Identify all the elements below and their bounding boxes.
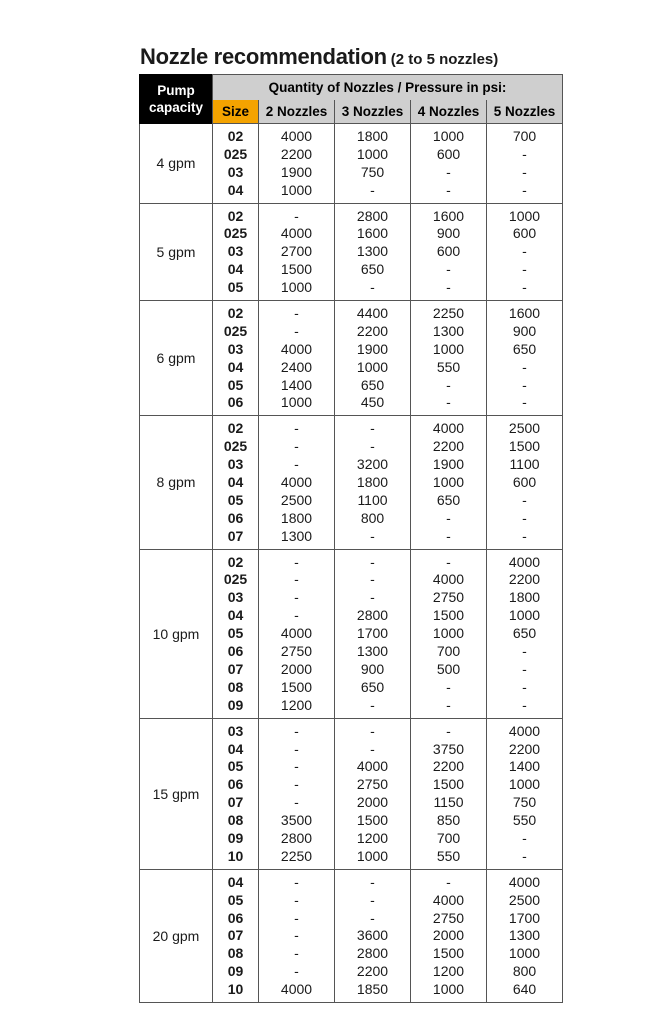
pressure-value: -: [370, 181, 375, 198]
pump-label: Pump: [157, 83, 195, 99]
pressure-value: -: [294, 776, 299, 793]
pressure-value: 4000: [356, 758, 389, 775]
pressure-value: -: [294, 909, 299, 926]
pressure-value: 1100: [357, 491, 388, 508]
nozzles-3-cell: [335, 124, 411, 204]
nozzle-size-value: 08: [227, 812, 244, 829]
pressure-value: 1900: [432, 456, 465, 473]
pressure-value: -: [522, 509, 527, 526]
pressure-value: 1800: [356, 128, 389, 144]
pressure-value: 3200: [356, 456, 389, 473]
nozzle-size-value: 03: [227, 340, 244, 357]
nozzle-size-value: 07: [227, 527, 244, 544]
pressure-value: 2800: [356, 945, 389, 962]
nozzles-2-cell: [259, 124, 335, 204]
pressure-value: -: [522, 181, 527, 198]
pressure-value: 650: [360, 261, 385, 278]
pressure-value: 600: [436, 145, 461, 162]
pressure-value: 4000: [432, 891, 465, 908]
pressure-value: -: [294, 571, 299, 588]
pressure-value: 2200: [432, 758, 465, 775]
nozzle-size-value: 02: [227, 207, 244, 224]
nozzle-size-value: 025: [223, 225, 248, 242]
pressure-value: -: [294, 607, 299, 624]
pressure-value: 4400: [356, 305, 389, 322]
pressure-value: -: [370, 420, 375, 437]
pressure-value: 1700: [356, 625, 389, 642]
table-row: [140, 301, 563, 416]
pressure-value: 1300: [280, 527, 313, 544]
size-cell: [213, 549, 259, 718]
pressure-value: 3750: [432, 740, 465, 757]
table-body: [140, 124, 563, 1003]
nozzle-size-value: 06: [227, 776, 244, 793]
pressure-value: 4000: [508, 722, 541, 739]
pressure-value: -: [370, 553, 375, 570]
pressure-value: -: [522, 678, 527, 695]
pressure-value: 1800: [356, 474, 389, 491]
pressure-value: 640: [512, 981, 537, 998]
quantity-header: Quantity of Nozzles / Pressure in psi:: [213, 75, 563, 101]
pressure-value: 1600: [432, 207, 465, 224]
pressure-value: -: [522, 261, 527, 278]
nozzles-2-cell: [259, 869, 335, 1002]
pump-capacity-cell: 10 gpm: [140, 549, 213, 718]
table-row: [140, 549, 563, 718]
pressure-value: -: [370, 571, 375, 588]
table-row: [140, 203, 563, 300]
pressure-value: 3600: [356, 927, 389, 944]
pressure-value: 1000: [508, 776, 541, 793]
pressure-value: 1000: [432, 625, 465, 642]
nozzle-size-value: 04: [227, 607, 244, 624]
nozzle-size-value: 09: [227, 696, 244, 713]
nozzle-size-value: 10: [227, 847, 244, 864]
pressure-value: 900: [436, 225, 461, 242]
pressure-value: 1000: [280, 394, 313, 411]
pump-capacity-cell: 5 gpm: [140, 203, 213, 300]
pressure-value: -: [446, 163, 451, 180]
nozzles-5-cell: [487, 549, 563, 718]
pressure-value: 1600: [508, 305, 541, 322]
pressure-value: 1600: [356, 225, 389, 242]
nozzles-4-cell: [411, 869, 487, 1002]
nozzle-size-value: 04: [227, 740, 244, 757]
pressure-value: -: [294, 927, 299, 944]
pressure-value: 2250: [280, 847, 313, 864]
pump-capacity-cell: 4 gpm: [140, 124, 213, 204]
nozzles-4-cell: [411, 203, 487, 300]
pressure-value: -: [370, 740, 375, 757]
pressure-value: 550: [436, 358, 461, 375]
pressure-value: 4000: [280, 474, 313, 491]
page-title: [140, 44, 498, 70]
pressure-value: -: [294, 758, 299, 775]
pressure-value: 1300: [432, 322, 465, 339]
nozzle-size-value: 04: [227, 474, 244, 491]
pressure-value: 2400: [280, 358, 313, 375]
pressure-value: 500: [436, 660, 461, 677]
nozzles-5-header: 5 Nozzles: [487, 100, 563, 124]
pressure-value: -: [446, 376, 451, 393]
nozzle-size-value: 06: [227, 909, 244, 926]
pressure-value: -: [446, 181, 451, 198]
pressure-value: 1500: [280, 678, 313, 695]
nozzle-size-value: 07: [227, 660, 244, 677]
pressure-value: 550: [512, 812, 537, 829]
pressure-value: -: [370, 696, 375, 713]
pressure-value: -: [294, 322, 299, 339]
pressure-value: -: [446, 873, 451, 890]
pressure-value: -: [294, 891, 299, 908]
pressure-value: 4000: [280, 981, 313, 998]
pressure-value: 2500: [280, 491, 313, 508]
pressure-value: 1000: [508, 607, 541, 624]
nozzles-2-cell: [259, 718, 335, 869]
pressure-value: 1400: [280, 376, 313, 393]
pressure-value: 900: [360, 660, 385, 677]
pressure-value: -: [370, 891, 375, 908]
nozzle-table: [139, 74, 563, 1003]
pressure-value: -: [294, 873, 299, 890]
pressure-value: 4000: [432, 420, 465, 437]
nozzle-size-value: 04: [227, 358, 244, 375]
pump-capacity-cell: 20 gpm: [140, 869, 213, 1002]
nozzle-size-value: 07: [227, 927, 244, 944]
nozzles-4-header: 4 Nozzles: [411, 100, 487, 124]
pressure-value: -: [446, 261, 451, 278]
pressure-value: -: [522, 696, 527, 713]
pressure-value: 4000: [508, 873, 541, 890]
pressure-value: 1700: [508, 909, 541, 926]
pressure-value: -: [522, 279, 527, 296]
pressure-value: 1500: [432, 945, 465, 962]
pressure-value: 1400: [508, 758, 541, 775]
pressure-value: -: [522, 145, 527, 162]
pressure-value: 600: [436, 243, 461, 260]
pressure-value: -: [370, 873, 375, 890]
pump-capacity-header: [140, 75, 213, 124]
nozzles-2-header: 2 Nozzles: [259, 100, 335, 124]
table-row: [140, 869, 563, 1002]
pressure-value: -: [446, 527, 451, 544]
pressure-value: 650: [512, 340, 537, 357]
pressure-value: 1800: [508, 589, 541, 606]
pressure-value: -: [370, 279, 375, 296]
nozzle-size-value: 025: [223, 322, 248, 339]
pressure-value: 1000: [280, 279, 313, 296]
nozzle-size-value: 03: [227, 722, 244, 739]
pressure-value: 4000: [280, 625, 313, 642]
pressure-value: 700: [436, 829, 461, 846]
size-cell: [213, 301, 259, 416]
pressure-value: 1000: [356, 358, 389, 375]
pressure-value: -: [522, 394, 527, 411]
pressure-value: 2500: [508, 420, 541, 437]
pressure-value: 2800: [356, 607, 389, 624]
nozzle-size-value: 04: [227, 261, 244, 278]
table-row: [140, 718, 563, 869]
pressure-value: -: [294, 589, 299, 606]
size-cell: [213, 203, 259, 300]
pressure-value: -: [294, 740, 299, 757]
nozzles-5-cell: [487, 301, 563, 416]
nozzles-5-cell: [487, 718, 563, 869]
nozzle-size-value: 04: [227, 873, 244, 890]
pressure-value: 1000: [432, 340, 465, 357]
pressure-value: 4000: [280, 340, 313, 357]
pressure-value: -: [370, 527, 375, 544]
nozzles-3-cell: [335, 718, 411, 869]
pressure-value: 2200: [356, 322, 389, 339]
table-row: [140, 416, 563, 549]
nozzle-size-value: 05: [227, 491, 244, 508]
pump-capacity-cell: 6 gpm: [140, 301, 213, 416]
nozzles-5-cell: [487, 869, 563, 1002]
nozzle-size-value: 05: [227, 891, 244, 908]
nozzle-size-value: 02: [227, 305, 244, 322]
nozzle-size-value: 05: [227, 625, 244, 642]
pressure-value: 2200: [508, 571, 541, 588]
pressure-value: 4000: [508, 553, 541, 570]
pressure-value: 1300: [356, 643, 389, 660]
nozzle-size-value: 03: [227, 456, 244, 473]
pressure-value: 600: [512, 225, 537, 242]
nozzle-size-value: 03: [227, 589, 244, 606]
pressure-value: 1900: [280, 163, 313, 180]
pressure-value: 650: [512, 625, 537, 642]
pressure-value: 2200: [280, 145, 313, 162]
nozzle-size-value: 03: [227, 243, 244, 260]
pressure-value: 2200: [432, 438, 465, 455]
pressure-value: -: [294, 305, 299, 322]
pressure-value: -: [522, 829, 527, 846]
size-cell: [213, 718, 259, 869]
pressure-value: -: [446, 696, 451, 713]
pressure-value: 600: [512, 474, 537, 491]
nozzles-2-cell: [259, 416, 335, 549]
nozzle-size-value: 08: [227, 945, 244, 962]
pressure-value: 1100: [509, 456, 540, 473]
nozzles-2-cell: [259, 301, 335, 416]
pressure-value: 2000: [356, 794, 389, 811]
pressure-value: -: [522, 358, 527, 375]
pressure-value: 1500: [356, 812, 389, 829]
nozzle-size-value: 05: [227, 376, 244, 393]
pressure-value: -: [446, 509, 451, 526]
pressure-value: -: [522, 660, 527, 677]
pressure-value: 2800: [356, 207, 389, 224]
pressure-value: 1200: [356, 829, 389, 846]
pressure-value: 800: [512, 963, 537, 980]
pressure-value: -: [294, 553, 299, 570]
pressure-value: 1000: [508, 207, 541, 224]
pressure-value: 1200: [432, 963, 465, 980]
nozzles-4-cell: [411, 124, 487, 204]
nozzle-size-value: 025: [223, 438, 248, 455]
pump-capacity-cell: 8 gpm: [140, 416, 213, 549]
table-row: [140, 124, 563, 204]
pressure-value: 1500: [432, 776, 465, 793]
pressure-value: 1000: [356, 145, 389, 162]
pressure-value: 550: [436, 847, 461, 864]
pressure-value: -: [294, 945, 299, 962]
pressure-value: -: [522, 376, 527, 393]
pressure-value: -: [294, 438, 299, 455]
nozzle-size-value: 10: [227, 981, 244, 998]
nozzles-5-cell: [487, 124, 563, 204]
nozzles-3-cell: [335, 203, 411, 300]
pressure-value: 1500: [508, 438, 541, 455]
nozzles-4-cell: [411, 301, 487, 416]
pressure-value: 1000: [356, 847, 389, 864]
pressure-value: 2200: [356, 963, 389, 980]
nozzle-size-value: 07: [227, 794, 244, 811]
size-cell: [213, 416, 259, 549]
pressure-value: 900: [512, 322, 537, 339]
pressure-value: -: [294, 207, 299, 224]
pressure-value: 1000: [280, 181, 313, 198]
nozzle-size-value: 02: [227, 420, 244, 437]
pressure-value: 2800: [280, 829, 313, 846]
pressure-value: 1150: [433, 794, 464, 811]
nozzle-size-value: 025: [223, 571, 248, 588]
pressure-value: 2750: [432, 589, 465, 606]
nozzles-3-cell: [335, 549, 411, 718]
pressure-value: 1000: [432, 474, 465, 491]
pressure-value: 450: [360, 394, 385, 411]
pressure-value: 800: [360, 509, 385, 526]
nozzle-size-value: 03: [227, 163, 244, 180]
pressure-value: 750: [512, 794, 537, 811]
nozzles-2-cell: [259, 203, 335, 300]
capacity-label: capacity: [148, 100, 204, 116]
pressure-value: 850: [436, 812, 461, 829]
pressure-value: 4000: [280, 128, 313, 144]
pressure-value: -: [370, 909, 375, 926]
pressure-value: -: [522, 643, 527, 660]
nozzle-size-value: 09: [227, 829, 244, 846]
title-subtitle: (2 to 5 nozzles): [390, 51, 499, 68]
pressure-value: 1800: [280, 509, 313, 526]
pressure-value: -: [522, 163, 527, 180]
pressure-value: -: [522, 847, 527, 864]
pressure-value: -: [522, 491, 527, 508]
nozzle-size-value: 06: [227, 394, 244, 411]
pressure-value: 1500: [280, 261, 313, 278]
nozzle-size-value: 06: [227, 643, 244, 660]
pressure-value: 1200: [280, 696, 313, 713]
pressure-value: -: [446, 553, 451, 570]
nozzle-size-value: 04: [227, 181, 244, 198]
nozzles-3-header: 3 Nozzles: [335, 100, 411, 124]
pressure-value: 2200: [508, 740, 541, 757]
nozzles-3-cell: [335, 301, 411, 416]
pressure-value: 2700: [280, 243, 313, 260]
pressure-value: 700: [436, 643, 461, 660]
nozzle-size-value: 05: [227, 279, 244, 296]
title-main: Nozzle recommendation: [140, 44, 387, 69]
pressure-value: 1500: [432, 607, 465, 624]
nozzles-3-cell: [335, 416, 411, 549]
pressure-value: -: [370, 589, 375, 606]
pressure-value: 4000: [432, 571, 465, 588]
pressure-value: -: [446, 722, 451, 739]
pressure-value: 1900: [356, 340, 389, 357]
pressure-value: -: [522, 243, 527, 260]
pressure-value: -: [370, 438, 375, 455]
pressure-value: 2500: [508, 891, 541, 908]
pressure-value: -: [446, 394, 451, 411]
pressure-value: 1300: [508, 927, 541, 944]
nozzle-size-value: 02: [227, 553, 244, 570]
pressure-value: -: [294, 794, 299, 811]
nozzle-size-value: 09: [227, 963, 244, 980]
pressure-value: 2750: [432, 909, 465, 926]
nozzles-3-cell: [335, 869, 411, 1002]
pressure-value: -: [294, 722, 299, 739]
size-cell: [213, 869, 259, 1002]
pressure-value: 3500: [280, 812, 313, 829]
pump-capacity-cell: 15 gpm: [140, 718, 213, 869]
nozzles-5-cell: [487, 416, 563, 549]
pressure-value: 2000: [432, 927, 465, 944]
pressure-value: 750: [360, 163, 385, 180]
pressure-value: 1000: [432, 128, 465, 144]
pressure-value: 1000: [432, 981, 465, 998]
size-header: Size: [213, 100, 259, 124]
pressure-value: -: [370, 722, 375, 739]
pressure-value: 650: [360, 376, 385, 393]
size-cell: [213, 124, 259, 204]
nozzle-size-value: 025: [223, 145, 248, 162]
pressure-value: -: [446, 279, 451, 296]
pressure-value: 1000: [508, 945, 541, 962]
pressure-value: -: [522, 527, 527, 544]
pressure-value: 4000: [280, 225, 313, 242]
pressure-value: 2750: [280, 643, 313, 660]
pressure-value: -: [294, 456, 299, 473]
pressure-value: 1300: [356, 243, 389, 260]
pressure-value: -: [294, 420, 299, 437]
nozzle-size-value: 02: [227, 128, 244, 144]
pressure-value: 700: [512, 128, 537, 144]
pressure-value: -: [294, 963, 299, 980]
pressure-value: 650: [436, 491, 461, 508]
pressure-value: 1850: [356, 981, 389, 998]
pressure-value: 2750: [356, 776, 389, 793]
nozzle-size-value: 08: [227, 678, 244, 695]
nozzles-4-cell: [411, 416, 487, 549]
nozzles-5-cell: [487, 203, 563, 300]
nozzle-size-value: 05: [227, 758, 244, 775]
pressure-value: 650: [360, 678, 385, 695]
nozzles-4-cell: [411, 549, 487, 718]
pressure-value: -: [446, 678, 451, 695]
nozzles-4-cell: [411, 718, 487, 869]
nozzle-size-value: 06: [227, 509, 244, 526]
pressure-value: 2250: [432, 305, 465, 322]
pressure-value: 2000: [280, 660, 313, 677]
nozzles-2-cell: [259, 549, 335, 718]
